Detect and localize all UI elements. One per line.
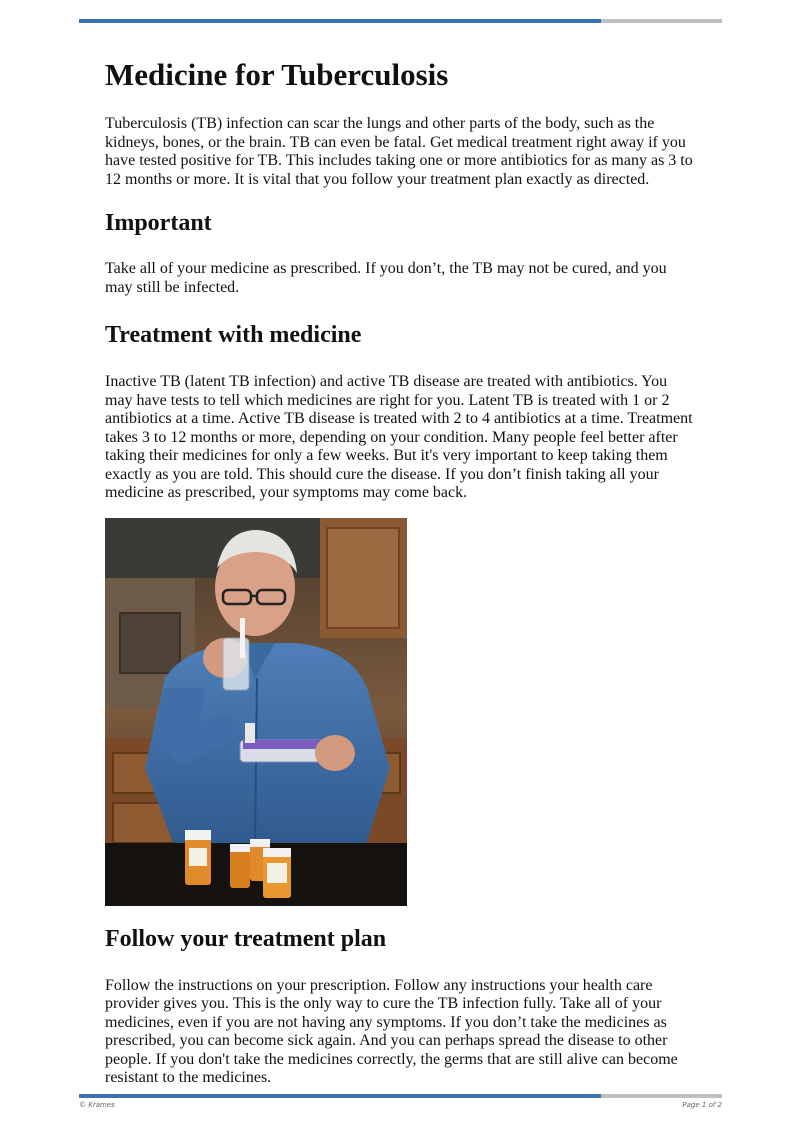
intro-paragraph: Tuberculosis (TB) infection can scar the lungs and other parts of the body, such as the kidneys, bones, or the brain. TB can even be fatal. Get medical treatment right away if you have tested positive for TB. This includes taking one or more antibiotics for as many as 3 to 12 months or more. It is vital that you follow your treatment plan exactly as directed.	[105, 115, 693, 188]
footer-rule-gray	[601, 1094, 722, 1098]
header-rule	[79, 19, 722, 23]
footer-rule-accent	[79, 1094, 601, 1098]
section-body-important: Take all of your medicine as prescribed. If you don’t, the TB may not be cured, and you may still be infected.	[105, 260, 667, 296]
section-heading-treatment: Treatment with medicine	[105, 322, 362, 348]
section-body-treatment: Inactive TB (latent TB infection) and active TB disease are treated with antibiotics. You may have tests to tell which medicines are right for you. Latent TB is treated with 1 or 2 antibiotics at a time. Active TB disease is treated with 2 to 4 antibiotics at a time. Treatment takes 3 to 12 months or more, depending on your condition. Many people feel better after taking their medicines for only a few weeks. But it's very important to keep taking them exactly as you are told. This should cure the disease. If you don’t finish taking all your medicine as prescribed, your symptoms may come back.	[105, 373, 693, 501]
photo-man-taking-medicine	[105, 518, 407, 906]
section-heading-important: Important	[105, 210, 212, 236]
header-rule-accent	[79, 19, 601, 23]
section-heading-follow-plan: Follow your treatment plan	[105, 925, 387, 952]
footer-rule	[79, 1094, 722, 1098]
section-body-follow-plan: Follow the instructions on your prescription. Follow any instructions your health care provider gives you. This is the only way to cure the TB infection fully. Take all of your medicines, even if you are not having any symptoms. If you don’t take the medicines as prescribed, you can become sick again. And you can perhaps spread the disease to other people. If you don't take the medicines correctly, the germs that are still alive can become resistant to the medicines.	[105, 976, 678, 1086]
footer-page-number: Page 1 of 2	[682, 1101, 722, 1109]
document-body	[105, 55, 697, 1088]
page-title: Medicine for Tuberculosis	[105, 57, 449, 92]
header-rule-gray	[601, 19, 722, 23]
footer-copyright: © Krames	[79, 1101, 115, 1109]
